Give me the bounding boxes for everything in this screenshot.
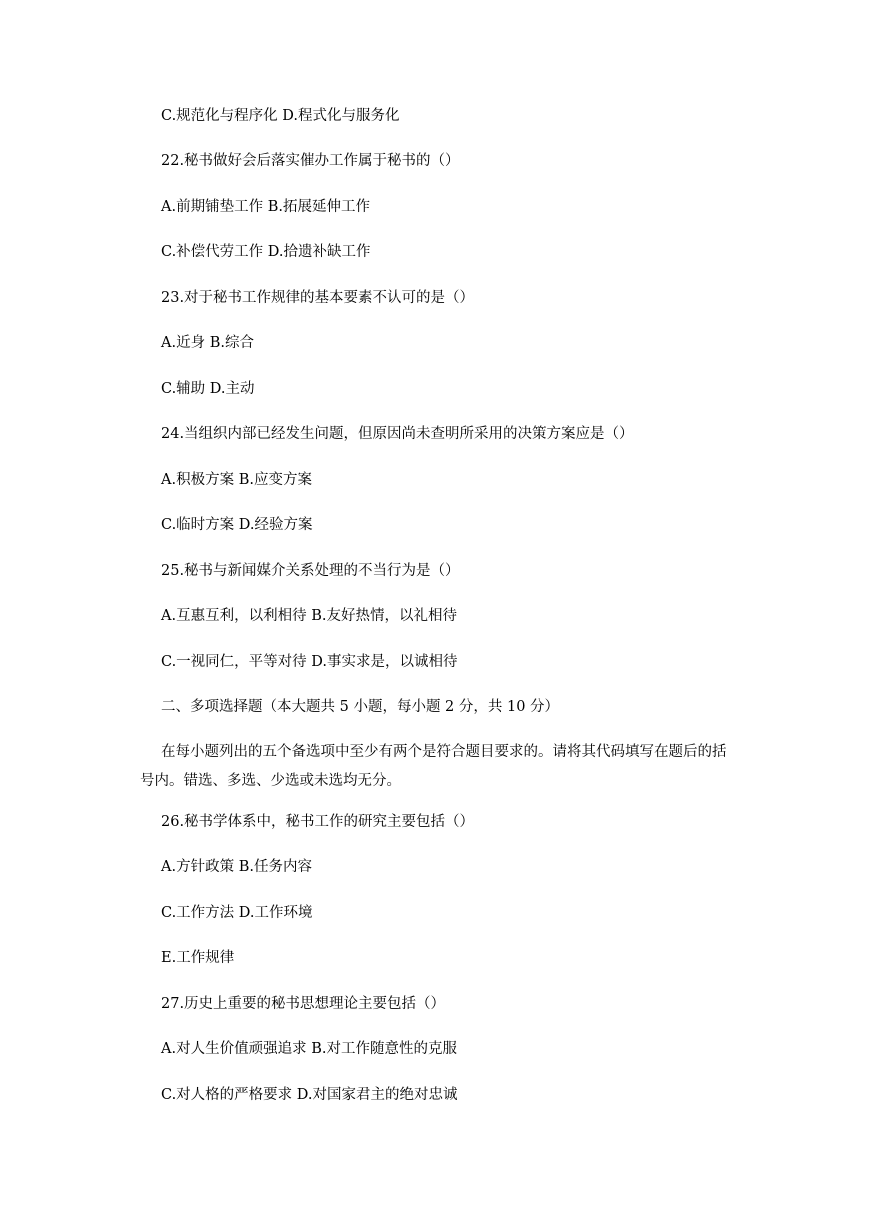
option-line-24-ab: A.积极方案 B.应变方案 <box>161 472 312 488</box>
option-line-27-ab: A.对人生价值顽强追求 B.对工作随意性的克服 <box>161 1041 457 1057</box>
option-line-25-ab: A.互惠互利，以利相待 B.友好热情，以礼相待 <box>161 608 457 624</box>
option-line-26-ab: A.方针政策 B.任务内容 <box>161 859 312 875</box>
option-line-26-cd: C.工作方法 D.工作环境 <box>161 905 313 921</box>
option-line-25-cd: C.一视同仁，平等对待 D.事实求是，以诚相待 <box>161 654 458 670</box>
option-line-24-cd: C.临时方案 D.经验方案 <box>161 517 313 533</box>
option-line-22-cd: C.补偿代劳工作 D.拾遗补缺工作 <box>161 244 371 260</box>
option-line-21-cd: C.规范化与程序化 D.程式化与服务化 <box>161 108 400 124</box>
question-23: 23.对于秘书工作规律的基本要素不认可的是（） <box>161 290 475 306</box>
question-22: 22.秘书做好会后落实催办工作属于秘书的（） <box>161 153 460 169</box>
option-line-27-cd: C.对人格的严格要求 D.对国家君主的绝对忠诚 <box>161 1087 458 1103</box>
option-line-23-cd: C.辅助 D.主动 <box>161 381 255 397</box>
option-line-22-ab: A.前期铺垫工作 B.拓展延伸工作 <box>161 199 370 215</box>
question-25: 25.秘书与新闻媒介关系处理的不当行为是（） <box>161 563 460 579</box>
option-line-23-ab: A.近身 B.综合 <box>161 335 254 351</box>
section-instructions: 在每小题列出的五个备选项中至少有两个是符合题目要求的。请将其代码填写在题后的括号内。错选、多选、少选或未选均无分。 <box>140 744 727 789</box>
question-27: 27.历史上重要的秘书思想理论主要包括（） <box>161 996 446 1012</box>
question-24: 24.当组织内部已经发生问题，但原因尚未查明所采用的决策方案应是（） <box>161 426 634 442</box>
option-line-26-e: E.工作规律 <box>161 950 235 966</box>
question-26: 26.秘书学体系中，秘书工作的研究主要包括（） <box>161 814 475 830</box>
section-heading-multiple-choice: 二、多项选择题（本大题共 5 小题，每小题 2 分，共 10 分） <box>161 699 560 715</box>
